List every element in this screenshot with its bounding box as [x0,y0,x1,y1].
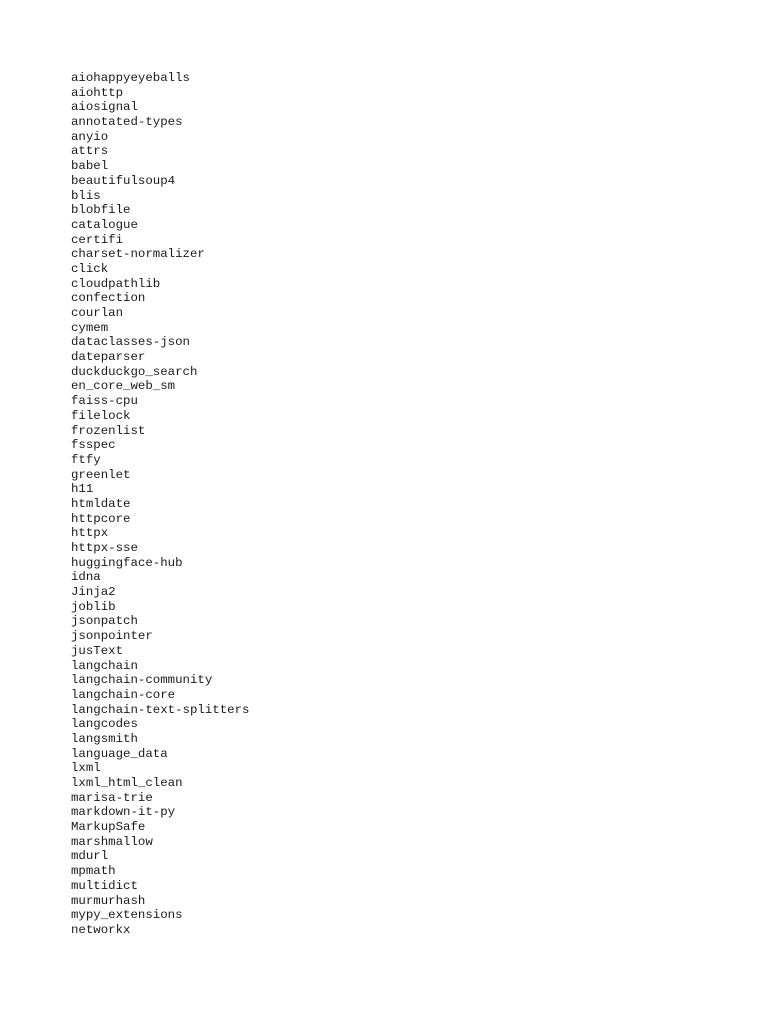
package-list-item: lxml [71,761,101,776]
package-list-item: httpx-sse [71,541,138,555]
package-list-item: charset-normalizer [71,247,205,262]
package-list-item: jsonpointer [71,629,153,644]
package-list-item: mypy_extensions [71,908,183,923]
package-list-item: murmurhash [71,893,146,908]
package-list-item: ftfy [71,452,101,467]
package-list-item: confection [71,291,146,306]
package-list-item: dateparser [71,350,146,365]
package-list-item: anyio [71,129,109,144]
package-list-item: click [71,261,109,276]
package-list-item: networkx [71,922,131,937]
package-list-item: babel [71,159,109,174]
package-list-item: httpcore [71,511,131,526]
package-list-item: fsspec [71,438,116,453]
package-list-item: markdown-it-py [71,805,176,820]
package-list-item: langchain-community [71,673,213,688]
package-list-item: attrs [71,144,109,159]
package-list-item: MarkupSafe [71,820,146,835]
package-list [71,71,249,938]
package-list-item: Jinja2 [71,585,116,600]
package-list-item: mdurl [71,849,109,864]
package-list-item: aiosignal [71,100,138,115]
package-list-item: langcodes [71,717,138,732]
package-list-item: lxml_html_clean [71,776,183,790]
package-list-item: htmldate [71,496,131,511]
package-list-item: courlan [71,306,124,320]
package-list-item: langchain-core [71,687,176,702]
package-list-item: annotated-types [71,115,183,130]
package-list-item: catalogue [71,217,138,232]
package-list-item: jusText [71,643,124,658]
package-list-item: cymem [71,320,109,335]
package-list-item: h11 [71,482,94,497]
package-list-item: frozenlist [71,423,146,438]
package-list-item: faiss-cpu [71,394,138,409]
package-list-item: certifi [71,232,124,247]
package-list-item: langchain [71,658,138,673]
package-list-item: marisa-trie [71,790,153,805]
package-list-item: multidict [71,878,138,893]
package-list-item: idna [71,570,101,585]
package-list-item: huggingface-hub [71,555,183,570]
package-list-item: langchain-text-splitters [71,702,250,717]
package-list-item: blobfile [71,203,131,218]
package-list-item: en_core_web_sm [71,379,176,394]
package-list-item: aiohttp [71,85,124,100]
package-list-item: marshmallow [71,834,153,849]
package-list-item: httpx [71,526,109,541]
package-list-item: greenlet [71,467,131,482]
package-list-item: blis [71,188,101,203]
package-list-item: mpmath [71,864,116,879]
package-list-item: language_data [71,746,168,761]
package-list-item: cloudpathlib [71,276,161,291]
package-list-item: jsonpatch [71,614,138,629]
package-list-item: dataclasses-json [71,335,190,350]
package-list-item: beautifulsoup4 [71,173,176,188]
package-list-item: filelock [71,408,131,423]
package-list-item: aiohappyeyeballs [71,71,190,85]
package-list-item: joblib [71,599,116,614]
package-list-item: duckduckgo_search [71,364,198,379]
package-list-item: langsmith [71,731,138,746]
